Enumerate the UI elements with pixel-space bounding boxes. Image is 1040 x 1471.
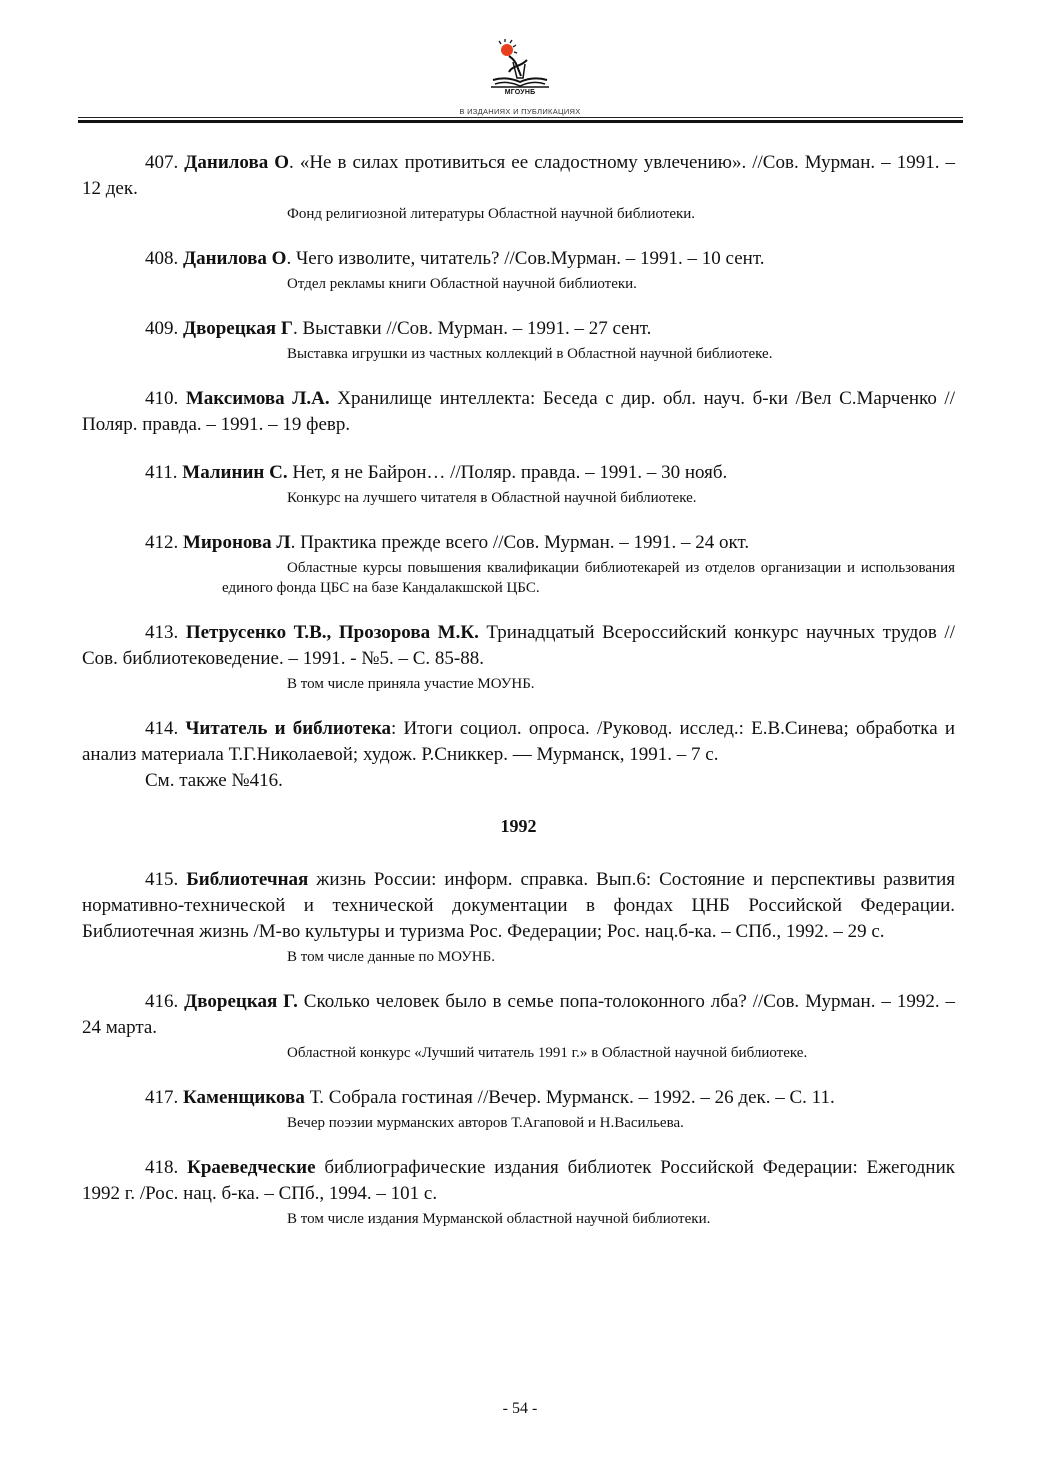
entry-number: 411. (145, 462, 178, 483)
entry-text: Т. Собрала гостиная //Вечер. Мурманск. – 1992. – 26 дек. – С. 11. (304, 1087, 835, 1108)
entry-note: Конкурс на лучшего читателя в Областной научной библиотеке. (287, 490, 697, 506)
entry-note: Выставка игрушки из частных коллекций в Областной научной библиотеке. (287, 346, 773, 362)
entry-number: 409. (145, 318, 179, 339)
entry-text: . Практика прежде всего //Сов. Мурман. – 1991. – 24 окт. (290, 532, 750, 553)
entry-author: Дворецкая Г. (184, 991, 298, 1012)
entry-text: Хранилище интеллекта: Беседа с дир. обл. науч. б-ки /Вел С.Марченко //Поляр. правда. – 1991. – 19 февр. (82, 388, 955, 435)
year-heading: 1992 (500, 816, 537, 836)
entry-text: жизнь России: информ. справка. Вып.6: Состояние и перспективы развития нормативно-технической и технической документации в фондах ЦНБ Российской Федерации. Библиотечная жизнь /М-во культуры и туризма Рос. Федерации; Рос. нац.б-ка. – СПб., 1992. – 29 с. (82, 869, 956, 942)
entry-number: 417. (145, 1087, 179, 1108)
entry-417 (82, 1085, 955, 1133)
entry-413 (82, 620, 955, 694)
entry-author: Данилова О (184, 152, 290, 173)
entry-text: Тринадцатый Всероссийский конкурс научных трудов //Сов. библиотековедение. – 1991. - №5. – С. 85-88. (82, 622, 955, 669)
library-logo-icon (487, 38, 553, 90)
entry-citation (82, 1155, 955, 1207)
entry-text: : Итоги социол. опроса. /Руковод. исслед.: Е.В.Синева; обработка и анализ материала Т.Г.Николаевой; худож. Р.Сниккер. — Мурманск, 1991. – 7 с. (82, 718, 955, 765)
entry-text: Нет, я не Байрон… //Поляр. правда. – 1991. – 30 нояб. (287, 462, 728, 483)
header-divider (78, 117, 963, 123)
entry-citation (82, 1085, 955, 1111)
page-header (0, 0, 1040, 130)
entry-note: Областные курсы повышения квалификации библиотекарей из отделов организации и использования единого фонда ЦБС на базе Кандалакшской ЦБС. (222, 560, 955, 596)
entry-note: Фонд религиозной литературы Областной научной библиотеки. (287, 206, 696, 222)
entry-author: Библиотечная (186, 869, 309, 890)
entry-number: 418. (145, 1157, 179, 1178)
see-also-reference: См. также №416. (145, 770, 283, 791)
entry-author: Петрусенко Т.В., Прозорова М.К. (185, 622, 479, 643)
entry-author: Каменщикова (183, 1087, 305, 1108)
entry-number: 414. (145, 718, 179, 739)
bibliography-list (82, 150, 955, 1251)
logo-name: МГОУНБ (504, 89, 536, 96)
entry-text: Сколько человек было в семье попа-толоконного лба? //Сов. Мурман. – 1992. – 24 марта. (82, 991, 955, 1038)
entry-409 (82, 316, 955, 364)
entry-citation (82, 246, 955, 272)
entry-text: библиографические издания библиотек Российской Федерации: Ежегодник 1992 г. /Рос. нац. б-ка. – СПб., 1994. – 101 с. (82, 1157, 955, 1204)
entry-citation (82, 716, 955, 768)
entry-text: . «Не в силах противиться ее сладостному увлечению». //Сов. Мурман. – 1991. – 12 дек. (82, 152, 955, 199)
entry-number: 413. (145, 622, 179, 643)
entry-415 (82, 867, 955, 967)
header-subtitle: В ИЗДАНИЯХ И ПУБЛИКАЦИЯХ (459, 107, 581, 116)
entry-text: . Выставки //Сов. Мурман. – 1991. – 27 сент. (292, 318, 652, 339)
entry-author: Малинин С. (182, 462, 288, 483)
entry-note: Областной конкурс «Лучший читатель 1991 г.» в Областной научной библиотеке. (287, 1045, 808, 1061)
entry-414 (82, 716, 955, 794)
entry-citation (82, 386, 955, 438)
entry-citation (82, 150, 955, 202)
entry-number: 416. (145, 991, 179, 1012)
entry-number: 407. (145, 152, 179, 173)
entry-note: Отдел рекламы книги Областной научной библиотеки. (287, 276, 637, 292)
entry-note: В том числе приняла участие МОУНБ. (287, 676, 535, 692)
entry-note: В том числе данные по МОУНБ. (287, 949, 495, 965)
entry-note: В том числе издания Мурманской областной научной библиотеки. (287, 1211, 711, 1227)
entry-author: Дворецкая Г (183, 318, 293, 339)
entry-citation (82, 867, 955, 945)
page-number: - 54 - (502, 1400, 538, 1417)
entry-number: 408. (145, 248, 179, 269)
entry-number: 412. (145, 532, 179, 553)
entry-408 (82, 246, 955, 294)
entry-citation (82, 989, 955, 1041)
entry-citation (82, 530, 955, 556)
entry-418 (82, 1155, 955, 1229)
entry-number: 410. (145, 388, 179, 409)
entry-number: 415. (145, 869, 179, 890)
entry-416 (82, 989, 955, 1063)
entry-410 (82, 386, 955, 438)
entry-citation (82, 316, 955, 342)
entry-citation (82, 620, 955, 672)
entry-author: Максимова Л.А. (185, 388, 330, 409)
entry-412 (82, 530, 955, 598)
entry-407 (82, 150, 955, 224)
entry-author: Читатель и библиотека (185, 718, 391, 739)
entry-author: Данилова О (183, 248, 287, 269)
entry-author: Миронова Л (183, 532, 291, 553)
entry-citation (82, 460, 955, 486)
entry-author: Краеведческие (187, 1157, 316, 1178)
entry-text: . Чего изволите, читатель? //Сов.Мурман. – 1991. – 10 сент. (286, 248, 765, 269)
entry-note: Вечер поэзии мурманских авторов Т.Агаповой и Н.Васильева. (287, 1115, 684, 1131)
entry-411 (82, 460, 955, 508)
